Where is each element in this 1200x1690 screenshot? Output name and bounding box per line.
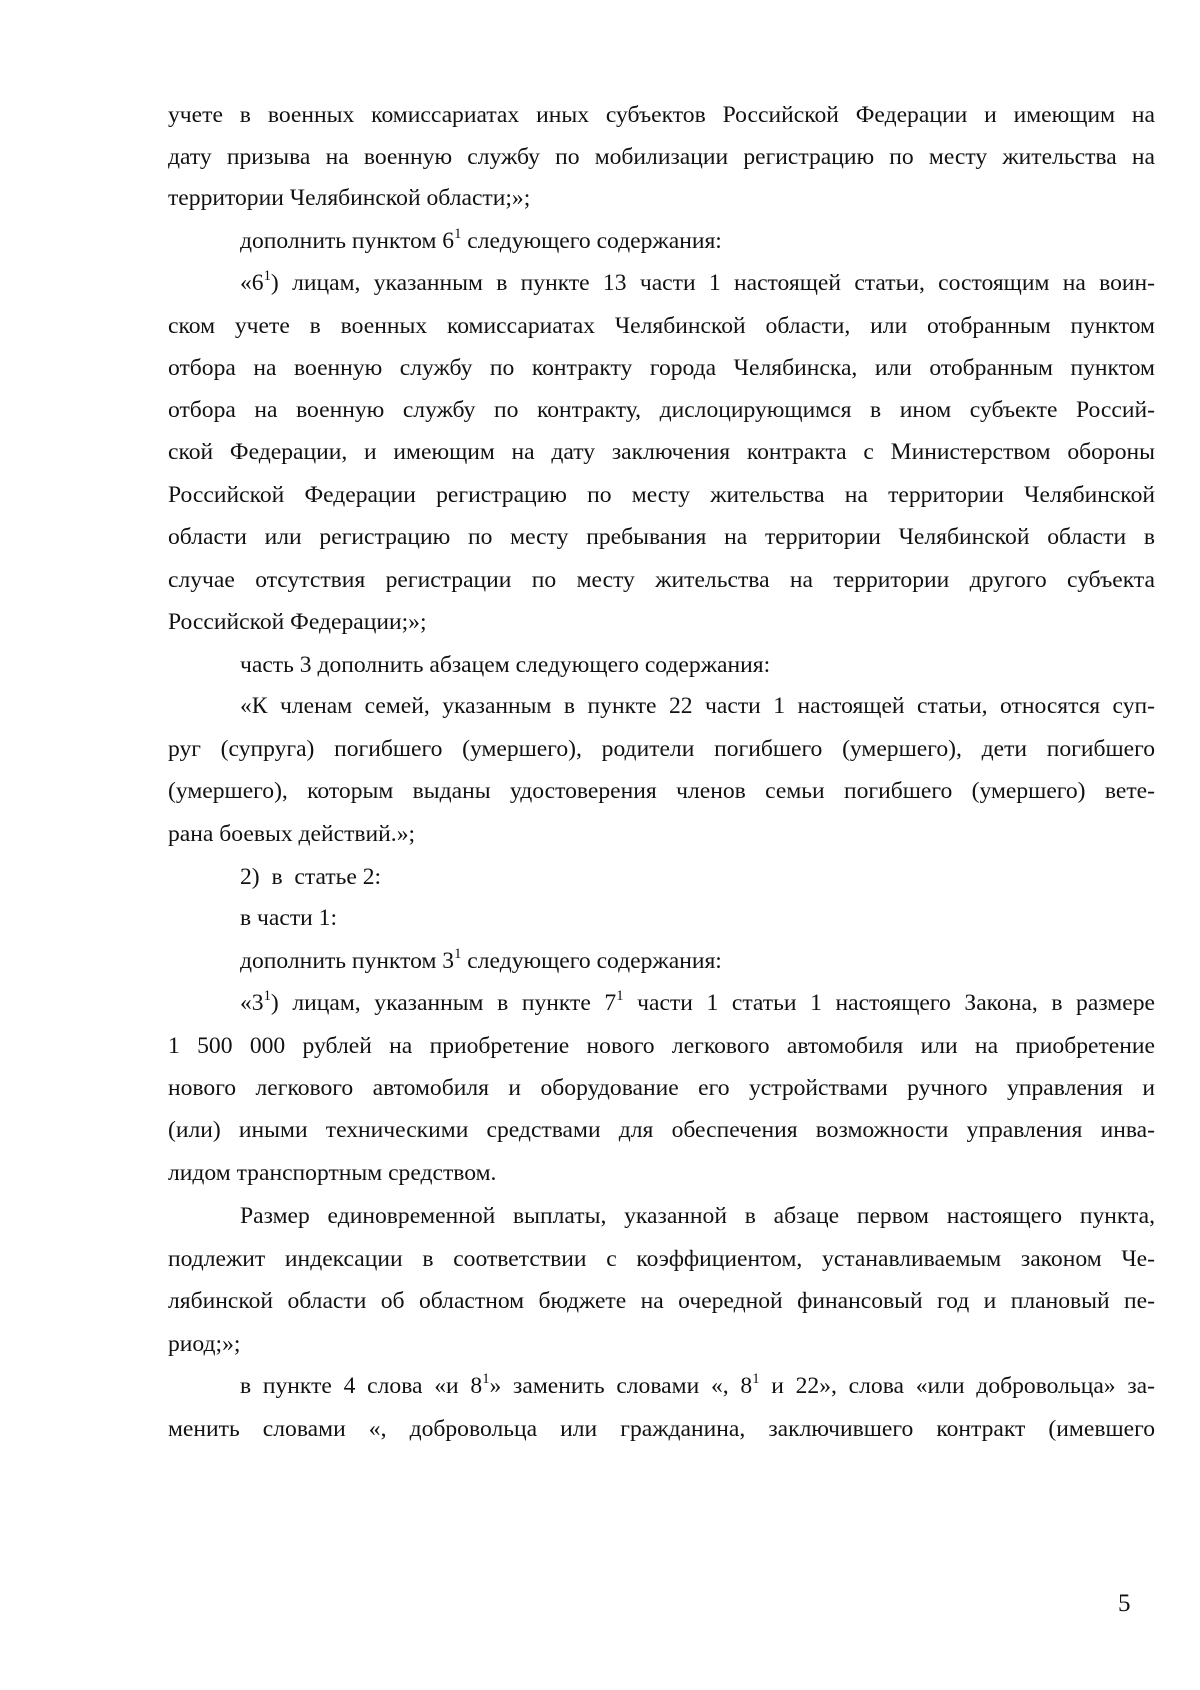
superscript: 1	[752, 1371, 760, 1388]
text-line: дополнить пунктом $6^1$ следующего содержания:	[240, 226, 722, 254]
text-line: «К членам семей, указанным в пункте 22 части 1 настоящей статьи, относятся суп-	[240, 693, 1155, 719]
text-line: территории Челябинской области;»;	[168, 185, 531, 211]
text-line: лябинской области об областном бюджете на очередной финансовый год и плановый пе-	[168, 1288, 1155, 1314]
text-line: «$6^1$) лицам, указанным в пункте 13 части 1 настоящей статьи, состоящим на воин-	[240, 268, 1155, 296]
text-line: ской Федерации, и имеющим на дату заключения контракта с Министерством обороны	[168, 439, 1155, 465]
text-line: рана боевых действий.»;	[168, 821, 416, 847]
text-line: «$3^1$) лицам, указанным в пункте $7^1$ части 1 статьи 1 настоящего Закона, в размере	[240, 988, 1155, 1016]
text-line: учете в военных комиссариатах иных субъектов Российской Федерации и имеющим на	[168, 102, 1155, 128]
superscript: 1	[454, 226, 462, 243]
text-line: (умершего), которым выданы удостоверения членов семьи погибшего (умершего) вете-	[168, 778, 1155, 804]
text-line: менить словами «, добровольца или гражданина, заключившего контракт (имевшего	[168, 1416, 1155, 1442]
superscript: 1	[454, 946, 462, 963]
superscript: 1	[263, 988, 271, 1005]
text-line: в пункте 4 слова «и $8^1$» заменить словами «, $8^1$ и 22», слова «или добровольца» за-	[240, 1371, 1155, 1399]
text-line: руг (супруга) погибшего (умершего), родители погибшего (умершего), дети погибшего	[168, 736, 1155, 762]
text-line: Размер единовременной выплаты, указанной в абзаце первом настоящего пункта,	[240, 1203, 1155, 1229]
text-line: Российской Федерации регистрацию по месту жительства на территории Челябинской	[168, 482, 1155, 508]
superscript: 1	[616, 988, 624, 1005]
page-number: 5	[1118, 1590, 1131, 1617]
text-line: отбора на военную службу по контракту, дислоцирующимся в ином субъекте Россий-	[168, 397, 1155, 423]
text-line: дополнить пунктом $3^1$ следующего содержания:	[240, 946, 722, 974]
text-line: случае отсутствия регистрации по месту жительства на территории другого субъекта	[168, 567, 1155, 593]
text-line: 2) в статье 2:	[240, 864, 382, 890]
text-line: в части 1:	[240, 905, 338, 931]
text-line: 1 500 000 рублей на приобретение нового легкового автомобиля или на приобретение	[168, 1033, 1155, 1059]
text-line: часть 3 дополнить абзацем следующего содержания:	[240, 652, 771, 678]
superscript: 1	[263, 268, 271, 285]
text-line: Российской Федерации;»;	[168, 609, 427, 635]
text-line: риод;»;	[168, 1331, 241, 1357]
text-line: нового легкового автомобиля и оборудование его устройствами ручного управления и	[168, 1075, 1155, 1101]
text-line: подлежит индексации в соответствии с коэффициентом, устанавливаемым законом Че-	[168, 1246, 1155, 1272]
text-line: области или регистрацию по месту пребывания на территории Челябинской области в	[168, 524, 1155, 550]
text-line: ском учете в военных комиссариатах Челябинской области, или отобранным пунктом	[168, 313, 1155, 339]
superscript: 1	[482, 1371, 490, 1388]
text-line: дату призыва на военную службу по мобилизации регистрацию по месту жительства на	[168, 144, 1155, 170]
text-line: отбора на военную службу по контракту города Челябинска, или отобранным пунктом	[168, 355, 1155, 381]
text-line: лидом транспортным средством.	[168, 1160, 497, 1186]
text-line: (или) иными техническими средствами для обеспечения возможности управления инва-	[168, 1117, 1155, 1143]
